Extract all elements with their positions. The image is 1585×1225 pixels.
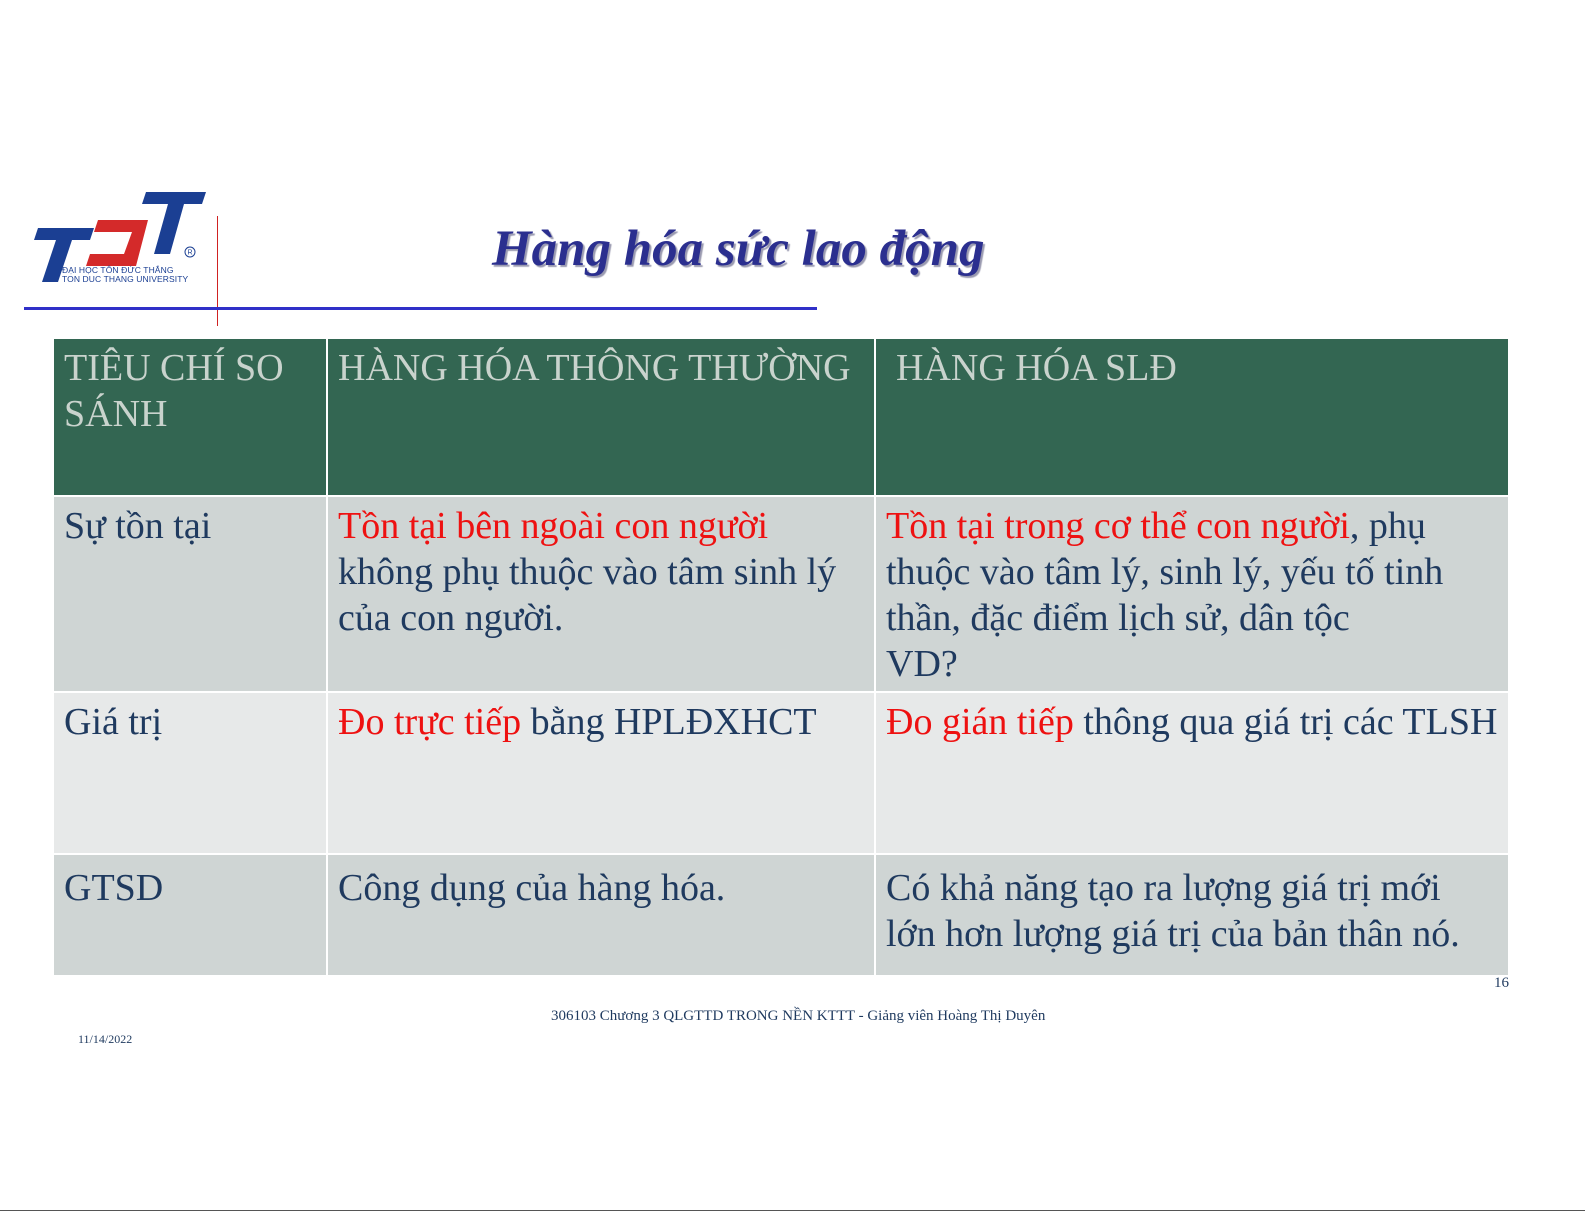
highlight-text: Tồn tại bên ngoài con người — [338, 505, 769, 547]
page-number: 16 — [1494, 975, 1509, 991]
labor-goods-cell: Có khả năng tạo ra lượng giá trị mới lớn hơn lượng giá trị của bản thân nó. — [875, 854, 1509, 976]
table-row — [53, 854, 1509, 976]
cell-text: không phụ thuộc vào tâm sinh lý của con người. — [338, 551, 837, 639]
logo-caption-line1: ĐẠI HỌC TÔN ĐỨC THẮNG — [62, 265, 174, 275]
slide-date: 11/14/2022 — [78, 1032, 133, 1046]
logo-caption-line2: TON DUC THANG UNIVERSITY — [62, 274, 189, 284]
example-prompt: VD? — [886, 643, 958, 685]
cell-text: , phụ thuộc vào tâm lý, sinh lý, yếu tố tinh thần, đặc điểm lịch sử, dân tộc — [886, 505, 1444, 639]
highlight-text: Đo trực tiếp — [338, 701, 522, 743]
criterion-cell: GTSD — [53, 854, 327, 976]
slide-title: Hàng hóa sức lao động — [492, 221, 985, 277]
criterion-cell: Giá trị — [53, 692, 327, 854]
normal-goods-cell — [327, 692, 875, 854]
header-labor-goods: HÀNG HÓA SLĐ — [875, 338, 1509, 496]
svg-text:R: R — [187, 249, 193, 257]
slide-footer: 306103 Chương 3 QLGTTD TRONG NỀN KTTT - Giảng viên Hoàng Thị Duyên — [551, 1008, 1046, 1024]
table-header-row — [53, 338, 1509, 496]
header-normal-goods: HÀNG HÓA THÔNG THƯỜNG — [327, 338, 875, 496]
table-row — [53, 692, 1509, 854]
cell-text: thông qua giá trị các TLSH — [1073, 701, 1498, 743]
logo-caption — [62, 266, 188, 284]
criterion-cell: Sự tồn tại — [53, 496, 327, 692]
table-row — [53, 496, 1509, 692]
header-criteria: TIÊU CHÍ SO SÁNH — [53, 338, 327, 496]
comparison-table — [52, 337, 1510, 977]
normal-goods-cell: Công dụng của hàng hóa. — [327, 854, 875, 976]
highlight-text: Tồn tại trong cơ thể con người — [886, 505, 1350, 547]
title-underline — [24, 307, 817, 310]
cell-text: bằng HPLĐXHCT — [521, 701, 817, 743]
labor-goods-cell — [875, 692, 1509, 854]
labor-goods-cell — [875, 496, 1509, 692]
normal-goods-cell — [327, 496, 875, 692]
page-bottom-rule — [0, 1210, 1585, 1211]
highlight-text: Đo gián tiếp — [886, 701, 1074, 743]
